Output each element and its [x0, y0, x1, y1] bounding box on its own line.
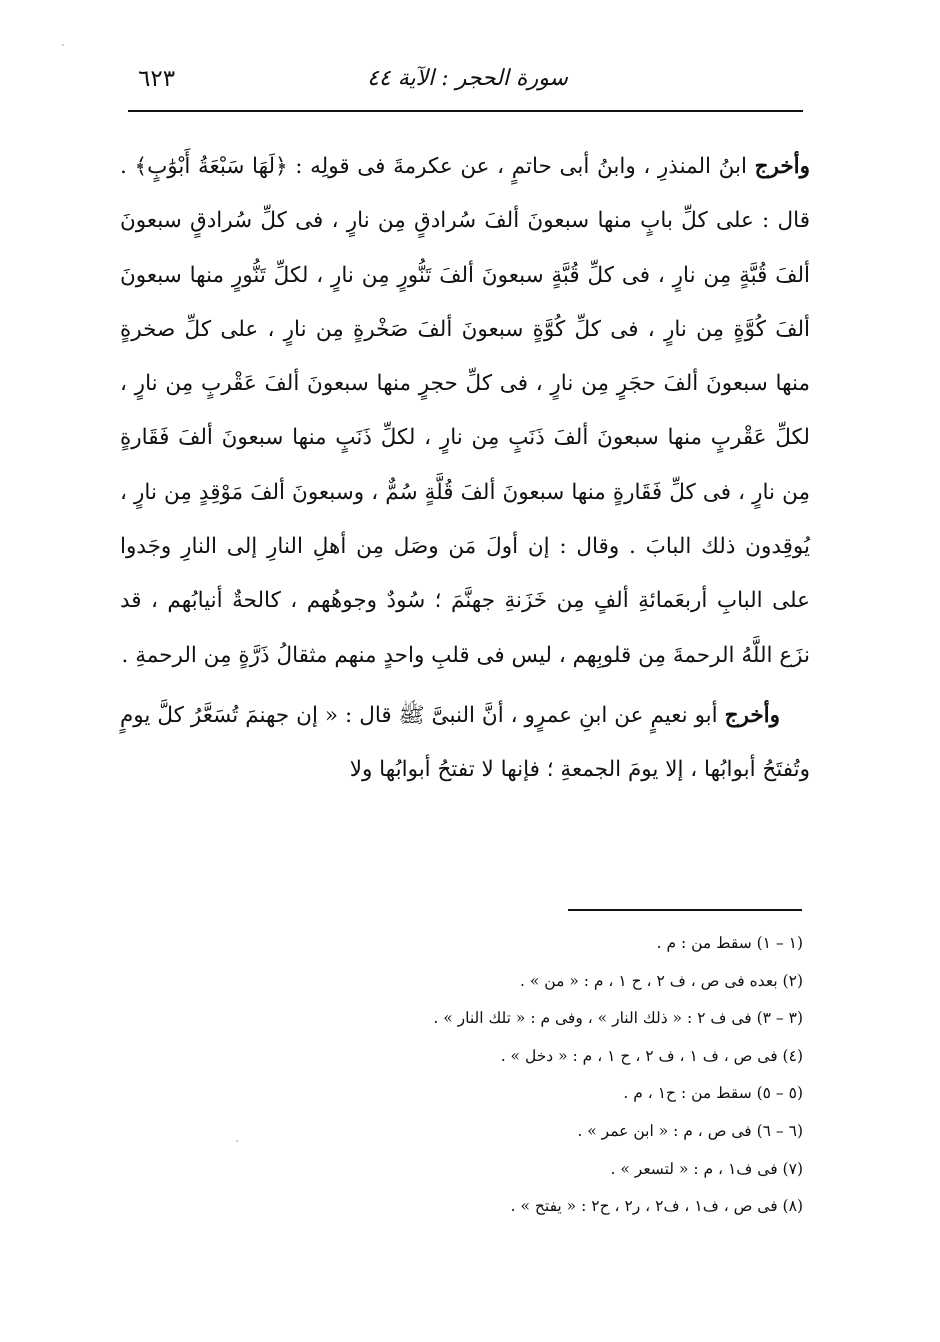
footnote-text: (٨) فى ص ، ف١ ، ف٢ ، ر٢ ، ح٢ : « يفتح » . [510, 1197, 803, 1216]
footnote-item [128, 1188, 803, 1226]
footnote-item [128, 1151, 803, 1189]
footnotes-list [128, 925, 803, 1226]
footnote-item [128, 1075, 803, 1113]
footnote-text: (١ – ١) سقط من : م . [656, 934, 803, 952]
scan-speck [62, 44, 64, 46]
footnote-item [128, 1000, 803, 1038]
footnote-text: (٦ – ٦) فى ص ، م : « ابن عمر » . [577, 1121, 803, 1140]
main-text [120, 140, 810, 798]
header-title: سورة الحجر : الآية ٤٤ [367, 66, 568, 91]
paragraph-lead-word: وأخرج [754, 154, 810, 179]
scan-speck [236, 1140, 238, 1142]
paragraph-text: أبو نعيمٍ عن ابنِ عمرٍو ، أنَّ النبىَّ ﷺ قال : « إن جهنمَ تُسَعَّرُ كلَّ يومٍ وتُفتَحُ أبوابُها ، إلا يومَ الجمعةِ ؛ فإنها لا تفتحُ أبوابُها ولا [120, 702, 810, 783]
footnote-item [128, 1113, 803, 1151]
footnote-text: (٤) فى ص ، ف ١ ، ف ٢ ، ح ١ ، م : « دخل » . [500, 1046, 803, 1065]
footnote-item [128, 925, 803, 963]
paragraph-lead-word: وأخرج [724, 702, 780, 728]
footnote-text: (٢) بعده فى ص ، ف ٢ ، ح ١ ، م : « من » . [520, 971, 803, 990]
footnote-item [128, 963, 803, 1001]
footnote-text: (٣ – ٣) فى ف ٢ : « ذلك النار » ، وفى م : « تلك النار » . [433, 1009, 803, 1028]
paragraph-2 [120, 689, 810, 798]
footnote-item [128, 1038, 803, 1076]
footnote-rule [568, 909, 802, 911]
footnote-text: (٧) فى ف١ ، م : « لتسعر » . [610, 1159, 803, 1178]
header-rule [128, 110, 803, 112]
paragraph-text: ابنُ المنذرِ ، وابنُ أبى حاتمٍ ، عن عكرمةَ فى قولِه : ﴿لَهَا سَبْعَةُ أَبْوَٰبٍ﴾ . قال : على كلِّ بابٍ منها سبعونَ ألفَ سُرادقٍ مِن نارٍ ، فى كلِّ سُرادقٍ سبعونَ ألفَ قُبَّةٍ مِن نارٍ ، فى كلِّ قُبَّةٍ سبعونَ ألفَ تَنُّورٍ مِن نارٍ ، لكلِّ تَنُّورٍ منها سبعونَ ألفَ كُوَّةٍ مِن نارٍ ، فى كلِّ كُوَّةٍ سبعونَ ألفَ صَخْرةٍ مِن نارٍ ، على كلِّ صخرةٍ منها سبعونَ ألفَ حجَرٍ مِن نارٍ ، فى كلِّ حجرٍ منها سبعونَ ألفَ عَقْربٍ مِن نارٍ ، لكلِّ عَقْربٍ منها سبعونَ ألفَ ذَنَبٍ مِن نارٍ ، لكلِّ ذَنَبٍ منها سبعونَ ألفَ فَقَارةٍ مِن نارٍ ، فى كلِّ فَقَارةٍ منها سبعونَ ألفَ قُلَّةٍ سُمٌّ ، وسبعونَ ألفَ مَوْقِدٍ مِن نارٍ ، يُوقِدون ذلك البابَ . وقال : إن أولَ مَن وصَل مِن أهلِ النارِ إلى النارِ وجَدوا على البابِ أربعَمائةِ ألفٍ مِن خَزَنةِ جهنَّمَ ؛ سُودٌ وجوهُهم ، كالحةٌ أنيابُهم ، قد نزَع اللَّهُ الرحمةَ مِن قلوبِهم ، ليس فى قلبِ واحدٍ منهم مثقالُ ذَرَّةٍ مِن الرحمةِ . [120, 154, 810, 668]
paragraph-1 [120, 140, 810, 683]
footnote-text: (٥ – ٥) سقط من : ح١ ، م . [623, 1084, 803, 1103]
page-number: ٦٢٣ [138, 66, 176, 92]
running-header [128, 58, 803, 102]
